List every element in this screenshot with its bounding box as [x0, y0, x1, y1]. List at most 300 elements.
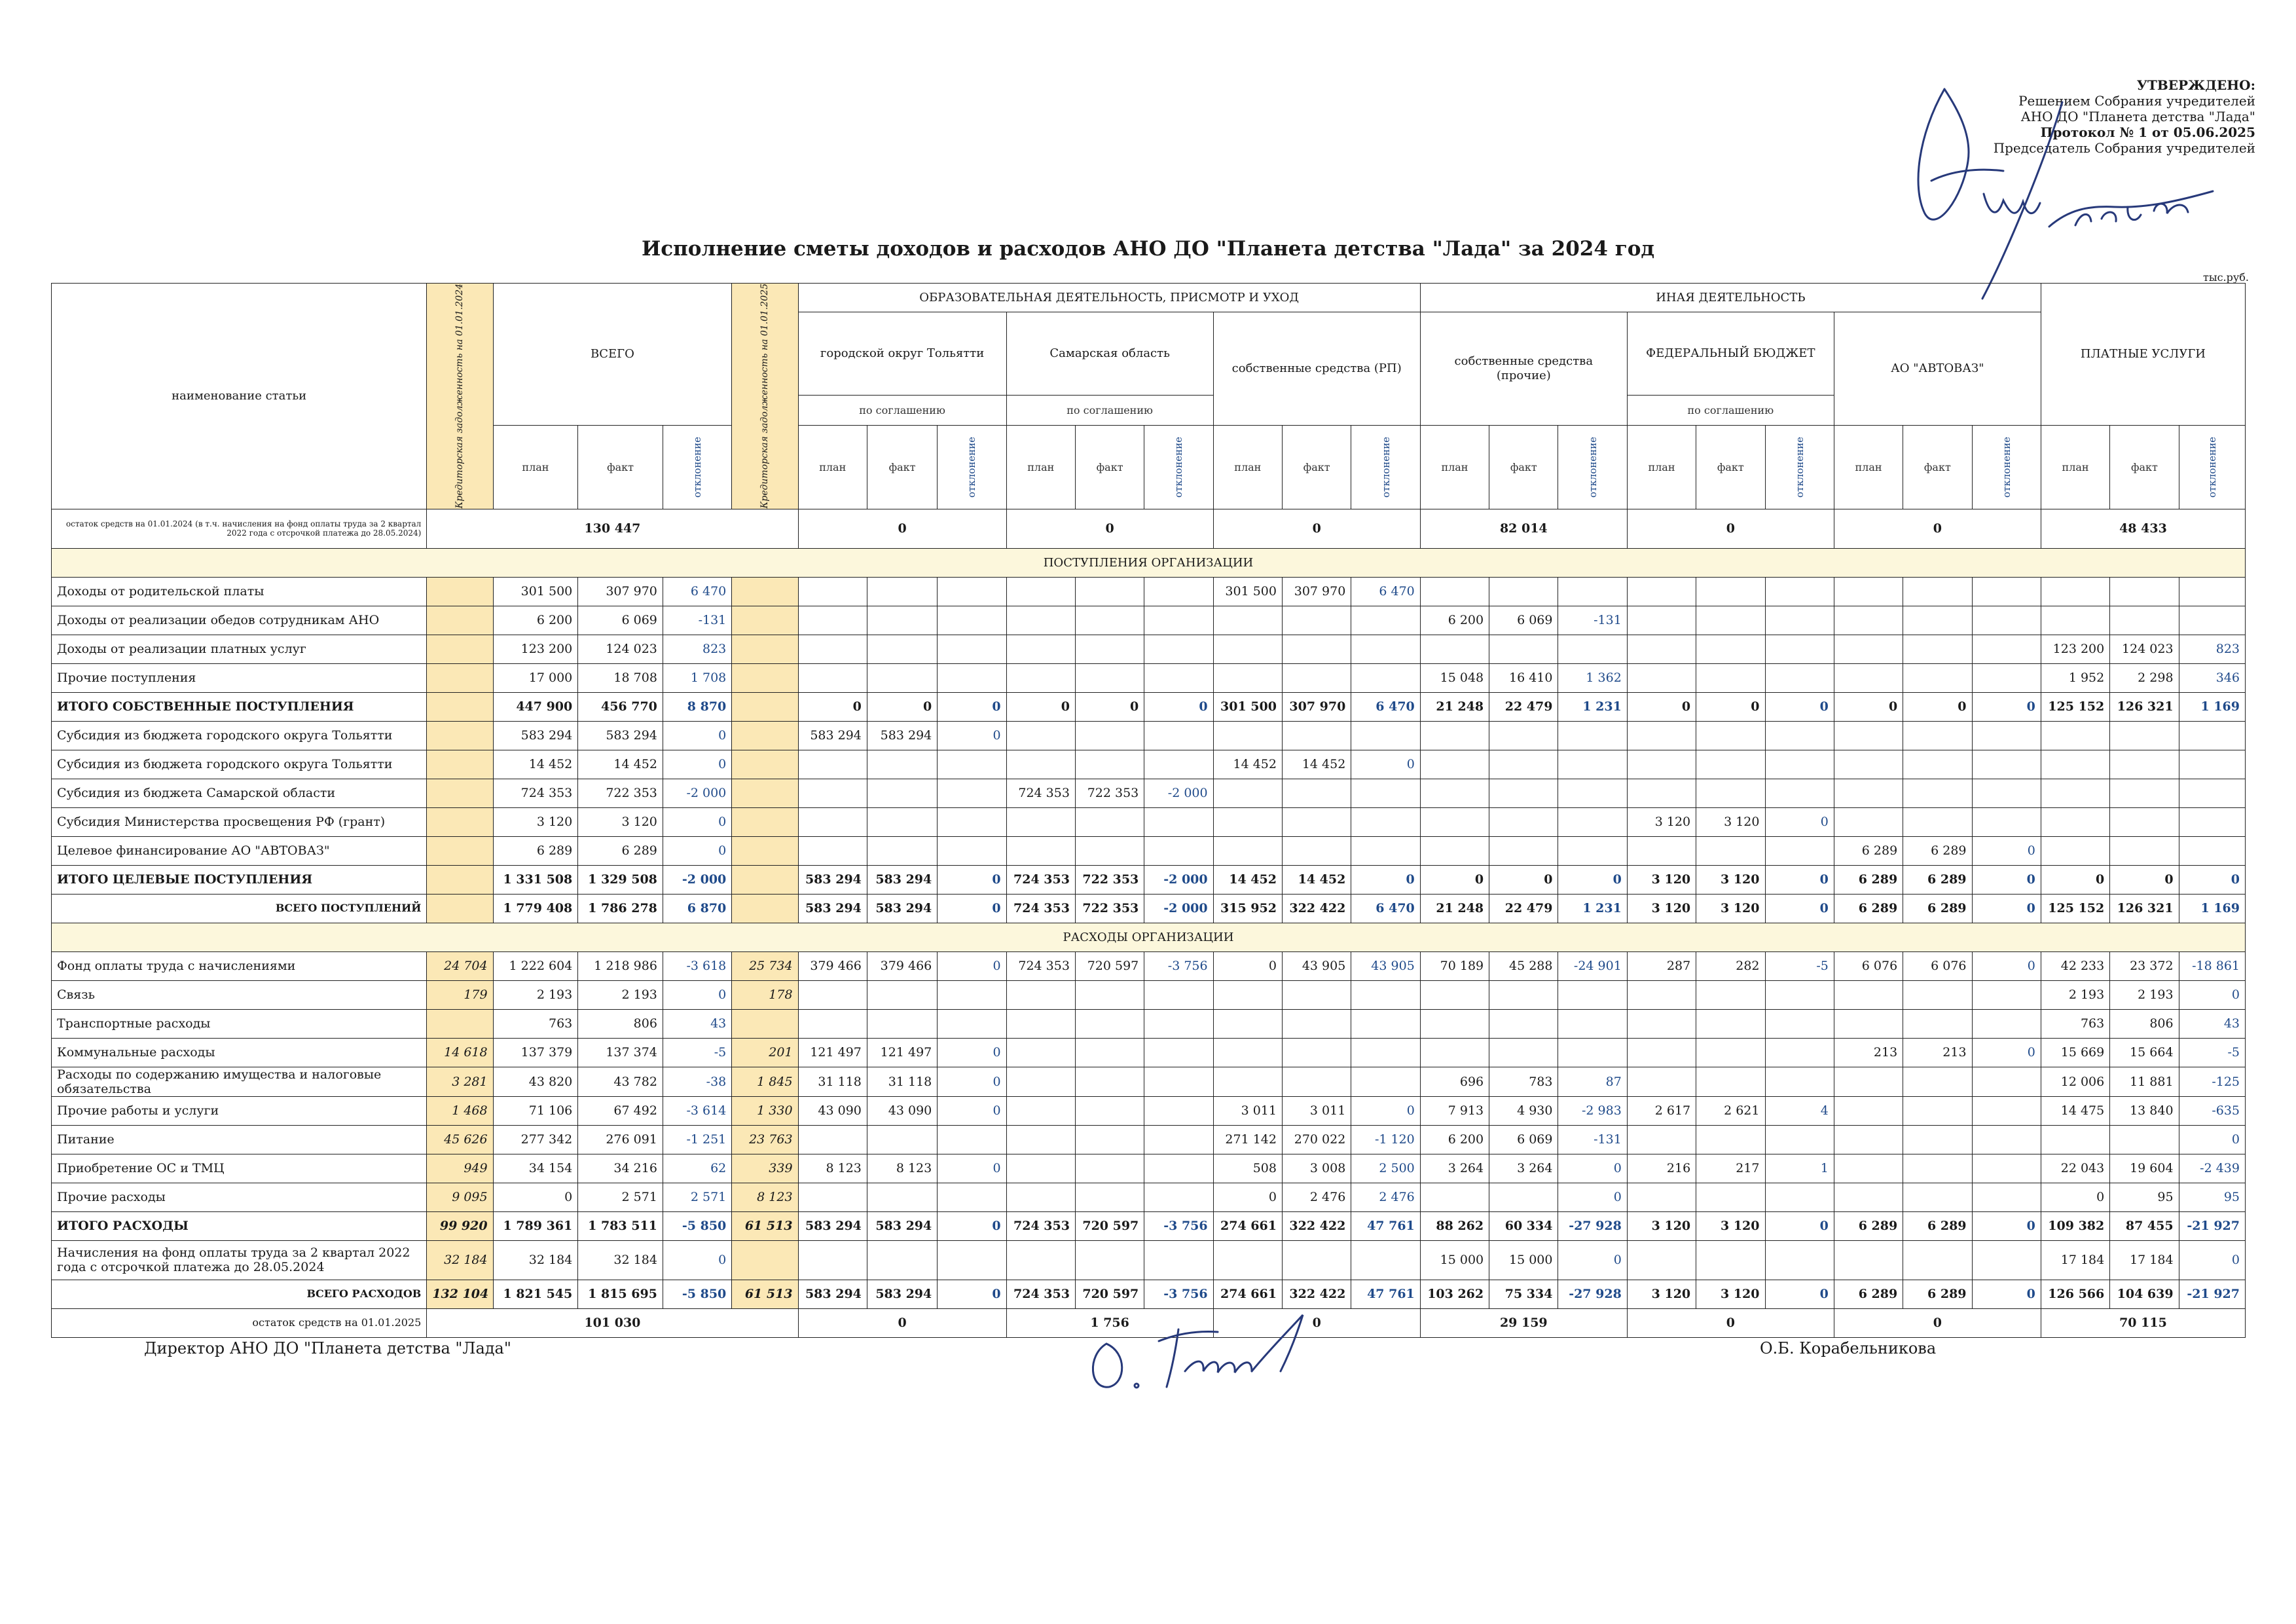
table-cell: 696 — [1420, 1067, 1489, 1096]
header-article: наименование статьи — [52, 284, 427, 509]
table-cell — [1351, 663, 1420, 692]
table-row — [52, 692, 2246, 721]
table-cell: 0 — [2179, 865, 2245, 894]
table-cell: 282 — [1696, 951, 1765, 980]
table-cell — [1558, 577, 1627, 606]
balance-value: 0 — [798, 1308, 1006, 1337]
table-cell: 14 618 — [427, 1038, 493, 1067]
table-cell: 1 815 695 — [578, 1280, 663, 1308]
header-fact: факт — [1075, 425, 1144, 509]
table-row — [52, 750, 2246, 779]
table-cell — [1627, 635, 1696, 663]
table-cell: 43 905 — [1351, 951, 1420, 980]
table-cell: 0 — [1765, 1280, 1834, 1308]
table-cell: 1 362 — [1558, 663, 1627, 692]
table-cell — [1351, 1038, 1420, 1067]
table-cell — [798, 836, 867, 865]
table-cell: 720 597 — [1075, 951, 1144, 980]
table-cell: 3 120 — [1696, 865, 1765, 894]
table-cell — [1489, 779, 1558, 807]
balance-value: 29 159 — [1420, 1308, 1627, 1337]
table-cell: 3 264 — [1420, 1154, 1489, 1183]
table-cell — [1834, 1183, 1903, 1211]
balance-value: 0 — [1834, 509, 2041, 548]
table-cell: 1 952 — [2041, 663, 2109, 692]
table-cell — [1972, 779, 2041, 807]
table-cell: 806 — [578, 1009, 663, 1038]
table-cell: 8 123 — [732, 1183, 798, 1211]
table-cell: -3 618 — [663, 951, 731, 980]
table-cell — [1489, 721, 1558, 750]
table-cell — [1075, 663, 1144, 692]
table-cell — [1006, 1154, 1075, 1183]
table-cell: 6 289 — [1834, 836, 1903, 865]
table-cell — [1351, 1009, 1420, 1038]
table-cell — [938, 750, 1006, 779]
table-cell: -38 — [663, 1067, 731, 1096]
table-cell — [1282, 635, 1351, 663]
table-row — [52, 1240, 2246, 1280]
header-samara: Самарская область — [1006, 312, 1213, 396]
table-cell — [1489, 836, 1558, 865]
table-cell: 6 069 — [578, 606, 663, 635]
table-cell: -2 000 — [1144, 865, 1213, 894]
header-paid: ПЛАТНЫЕ УСЛУГИ — [2041, 284, 2245, 426]
table-cell — [1213, 663, 1282, 692]
table-cell — [938, 663, 1006, 692]
table-cell — [1144, 1067, 1213, 1096]
table-cell: 14 452 — [578, 750, 663, 779]
table-cell — [1696, 577, 1765, 606]
balance-label: остаток средств на 01.01.2025 — [52, 1308, 427, 1337]
table-cell — [1972, 577, 2041, 606]
table-cell — [1144, 1183, 1213, 1211]
table-cell: -18 861 — [2179, 951, 2245, 980]
balance-value: 0 — [1213, 509, 1420, 548]
table-cell — [2110, 750, 2179, 779]
table-row — [52, 865, 2246, 894]
section-row — [52, 923, 2246, 951]
table-cell: 31 118 — [798, 1067, 867, 1096]
table-cell: 583 294 — [798, 721, 867, 750]
table-cell — [1627, 1240, 1696, 1280]
table-cell: 456 770 — [578, 692, 663, 721]
table-cell — [1144, 807, 1213, 836]
table-cell: 25 734 — [732, 951, 798, 980]
section-row — [52, 548, 2246, 577]
table-cell: 0 — [1972, 1280, 2041, 1308]
table-cell: 2 476 — [1282, 1183, 1351, 1211]
table-cell: 8 123 — [867, 1154, 937, 1183]
table-cell: 47 761 — [1351, 1280, 1420, 1308]
table-cell: 583 294 — [798, 894, 867, 923]
table-cell — [1903, 750, 1972, 779]
table-cell: 6 076 — [1903, 951, 1972, 980]
table-row — [52, 1096, 2246, 1125]
table-cell: 0 — [1627, 692, 1696, 721]
table-cell — [1834, 1009, 1903, 1038]
balance-value: 101 030 — [427, 1308, 798, 1337]
table-cell — [427, 635, 493, 663]
table-cell: 103 262 — [1420, 1280, 1489, 1308]
table-cell: 126 321 — [2110, 894, 2179, 923]
table-cell — [1972, 980, 2041, 1009]
table-cell — [1834, 635, 1903, 663]
table-cell — [1834, 807, 1903, 836]
table-cell: 0 — [938, 951, 1006, 980]
table-cell: 13 840 — [2110, 1096, 2179, 1125]
table-cell — [1765, 1125, 1834, 1154]
table-cell — [1144, 663, 1213, 692]
table-cell: 124 023 — [578, 635, 663, 663]
table-cell — [1696, 721, 1765, 750]
table-cell — [732, 577, 798, 606]
table-cell — [798, 663, 867, 692]
table-cell — [1006, 750, 1075, 779]
table-cell: 0 — [938, 692, 1006, 721]
table-cell: 3 120 — [1696, 1211, 1765, 1240]
balance-value: 48 433 — [2041, 509, 2245, 548]
table-cell — [732, 779, 798, 807]
table-cell — [938, 606, 1006, 635]
table-cell: 17 184 — [2041, 1240, 2109, 1280]
table-cell — [1351, 836, 1420, 865]
header-plan: план — [1213, 425, 1282, 509]
table-cell: -5 — [663, 1038, 731, 1067]
table-cell: 301 500 — [1213, 692, 1282, 721]
table-cell — [1213, 836, 1282, 865]
row-name: Доходы от реализации обедов сотрудникам АНО — [52, 606, 427, 635]
header-deviation: отклонение — [1765, 425, 1834, 509]
table-cell — [1144, 836, 1213, 865]
table-cell: 0 — [1765, 865, 1834, 894]
table-cell — [1834, 750, 1903, 779]
table-cell: 0 — [663, 836, 731, 865]
table-cell — [732, 663, 798, 692]
table-cell: 307 970 — [1282, 692, 1351, 721]
table-cell: 201 — [732, 1038, 798, 1067]
table-cell: 583 294 — [798, 1211, 867, 1240]
table-cell — [1420, 577, 1489, 606]
table-cell: 0 — [1075, 692, 1144, 721]
table-cell: 87 — [1558, 1067, 1627, 1096]
table-cell — [1765, 606, 1834, 635]
table-cell — [2041, 577, 2109, 606]
table-cell: 0 — [493, 1183, 578, 1211]
table-cell — [867, 1240, 937, 1280]
table-cell: 722 353 — [1075, 865, 1144, 894]
table-cell — [1075, 1125, 1144, 1154]
table-cell: 18 708 — [578, 663, 663, 692]
header-own-rp: собственные средства (РП) — [1213, 312, 1420, 426]
table-cell: 763 — [2041, 1009, 2109, 1038]
table-cell — [1972, 1125, 2041, 1154]
table-cell: 277 342 — [493, 1125, 578, 1154]
table-cell: 0 — [1972, 865, 2041, 894]
table-cell — [1213, 635, 1282, 663]
table-cell: 0 — [798, 692, 867, 721]
table-cell — [1558, 750, 1627, 779]
header-total: ВСЕГО — [493, 284, 732, 426]
table-cell: 0 — [2110, 865, 2179, 894]
table-cell — [1489, 980, 1558, 1009]
table-cell — [732, 750, 798, 779]
table-cell: 6 200 — [1420, 1125, 1489, 1154]
table-cell: 583 294 — [798, 865, 867, 894]
table-cell: 14 452 — [493, 750, 578, 779]
table-cell: 270 022 — [1282, 1125, 1351, 1154]
table-cell: 0 — [1972, 1211, 2041, 1240]
header-plan: план — [1834, 425, 1903, 509]
table-cell: 379 466 — [867, 951, 937, 980]
table-cell: 43 090 — [867, 1096, 937, 1125]
table-cell — [732, 1240, 798, 1280]
table-cell — [1696, 980, 1765, 1009]
table-cell — [2041, 721, 2109, 750]
row-name: Начисления на фонд оплаты труда за 2 квартал 2022 года с отсрочкой платежа до 28.05.2024 — [52, 1240, 427, 1280]
table-cell — [1144, 1096, 1213, 1125]
row-name: Субсидия из бюджета городского округа Тольятти — [52, 721, 427, 750]
table-cell — [1972, 1240, 2041, 1280]
table-cell: 6 200 — [493, 606, 578, 635]
table-cell: 109 382 — [2041, 1211, 2109, 1240]
table-cell: 0 — [1558, 865, 1627, 894]
header-debt-end: Кредиторская задолженность на 01.01.2025 — [732, 284, 798, 509]
table-cell — [1006, 980, 1075, 1009]
table-cell: 2 193 — [2110, 980, 2179, 1009]
table-row — [52, 1038, 2246, 1067]
table-cell — [732, 692, 798, 721]
table-cell — [1972, 1183, 2041, 1211]
table-cell: 4 — [1765, 1096, 1834, 1125]
table-cell — [1903, 1067, 1972, 1096]
table-cell: 0 — [1420, 865, 1489, 894]
table-cell: -2 439 — [2179, 1154, 2245, 1183]
table-cell: 583 294 — [867, 865, 937, 894]
table-cell — [1558, 635, 1627, 663]
table-cell — [1075, 1096, 1144, 1125]
table-cell: 6 289 — [1903, 894, 1972, 923]
table-row — [52, 1211, 2246, 1240]
table-row — [52, 894, 2246, 923]
table-cell: 6 289 — [1903, 836, 1972, 865]
table-cell: -635 — [2179, 1096, 2245, 1125]
table-cell: 121 497 — [798, 1038, 867, 1067]
table-cell: 3 120 — [1627, 1280, 1696, 1308]
table-cell: 1 — [1765, 1154, 1834, 1183]
table-cell: 0 — [1351, 865, 1420, 894]
table-cell — [1834, 1067, 1903, 1096]
table-cell — [1006, 1096, 1075, 1125]
header-debt-start: Кредиторская задолженность на 01.01.2024 — [427, 284, 493, 509]
table-cell — [1558, 836, 1627, 865]
table-cell — [1696, 1183, 1765, 1211]
table-cell: -125 — [2179, 1067, 2245, 1096]
table-cell — [1282, 721, 1351, 750]
table-cell: -21 927 — [2179, 1280, 2245, 1308]
table-cell: -27 928 — [1558, 1211, 1627, 1240]
table-cell: 0 — [1834, 692, 1903, 721]
table-cell: -2 000 — [1144, 894, 1213, 923]
table-cell: -131 — [663, 606, 731, 635]
table-cell: 43 905 — [1282, 951, 1351, 980]
table-cell — [1558, 721, 1627, 750]
approval-organization: АНО ДО "Планета детства "Лада" — [2020, 109, 2255, 124]
table-cell: 806 — [2110, 1009, 2179, 1038]
balance-value: 0 — [1213, 1308, 1420, 1337]
table-cell: -2 000 — [1144, 779, 1213, 807]
table-cell: 0 — [938, 1096, 1006, 1125]
table-cell: 0 — [1696, 692, 1765, 721]
table-cell — [1903, 1096, 1972, 1125]
table-cell: 137 379 — [493, 1038, 578, 1067]
table-cell: -1 251 — [663, 1125, 731, 1154]
table-cell — [1213, 807, 1282, 836]
table-cell: 724 353 — [1006, 865, 1075, 894]
header-deviation: отклонение — [1144, 425, 1213, 509]
table-cell — [2041, 606, 2109, 635]
table-cell — [1627, 1038, 1696, 1067]
table-cell: 0 — [2179, 980, 2245, 1009]
row-name: Доходы от реализации платных услуг — [52, 635, 427, 663]
table-cell — [1144, 1154, 1213, 1183]
table-cell — [1627, 663, 1696, 692]
table-cell: 720 597 — [1075, 1211, 1144, 1240]
table-cell — [1627, 721, 1696, 750]
table-cell — [1006, 721, 1075, 750]
table-cell: 2 193 — [2041, 980, 2109, 1009]
table-cell: 45 626 — [427, 1125, 493, 1154]
table-cell — [798, 779, 867, 807]
table-cell: 287 — [1627, 951, 1696, 980]
table-cell — [2179, 750, 2245, 779]
row-name: Приобретение ОС и ТМЦ — [52, 1154, 427, 1183]
table-cell — [1903, 663, 1972, 692]
table-cell — [1213, 1067, 1282, 1096]
table-cell: 1 330 — [732, 1096, 798, 1125]
table-cell: 12 006 — [2041, 1067, 2109, 1096]
table-cell — [1351, 606, 1420, 635]
table-cell: 724 353 — [1006, 894, 1075, 923]
table-cell: 15 669 — [2041, 1038, 2109, 1067]
table-cell: 3 120 — [1627, 865, 1696, 894]
table-cell — [867, 836, 937, 865]
table-cell: 724 353 — [1006, 1280, 1075, 1308]
row-name: Целевое финансирование АО "АВТОВАЗ" — [52, 836, 427, 865]
table-cell — [1696, 663, 1765, 692]
table-cell — [2179, 836, 2245, 865]
row-name: ВСЕГО РАСХОДОВ — [52, 1280, 427, 1308]
table-cell — [798, 980, 867, 1009]
table-cell: 0 — [1903, 692, 1972, 721]
table-cell: 3 120 — [1696, 894, 1765, 923]
table-cell: 3 120 — [1696, 1280, 1765, 1308]
table-cell: 31 118 — [867, 1067, 937, 1096]
table-cell — [1075, 1154, 1144, 1183]
table-cell — [867, 807, 937, 836]
table-cell — [1075, 1240, 1144, 1280]
table-cell: 47 761 — [1351, 1211, 1420, 1240]
table-cell: 0 — [663, 721, 731, 750]
table-cell — [867, 1125, 937, 1154]
table-cell — [1834, 779, 1903, 807]
header-deviation: отклонение — [1558, 425, 1627, 509]
table-cell — [867, 779, 937, 807]
table-cell: 322 422 — [1282, 1280, 1351, 1308]
table-cell: 88 262 — [1420, 1211, 1489, 1240]
table-row — [52, 1183, 2246, 1211]
table-cell: 6 870 — [663, 894, 731, 923]
header-plan: план — [1627, 425, 1696, 509]
table-cell: 307 970 — [1282, 577, 1351, 606]
table-cell: -2 983 — [1558, 1096, 1627, 1125]
table-cell — [1489, 1009, 1558, 1038]
table-cell: 132 104 — [427, 1280, 493, 1308]
table-cell: 17 000 — [493, 663, 578, 692]
table-cell: 6 289 — [1903, 865, 1972, 894]
table-row — [52, 980, 2246, 1009]
table-cell: 126 321 — [2110, 692, 2179, 721]
table-cell: 724 353 — [1006, 951, 1075, 980]
table-cell — [1420, 1009, 1489, 1038]
table-cell — [1489, 577, 1558, 606]
table-cell — [938, 577, 1006, 606]
table-cell — [1006, 1038, 1075, 1067]
table-cell — [427, 721, 493, 750]
balance-value: 82 014 — [1420, 509, 1627, 548]
row-name: ИТОГО СОБСТВЕННЫЕ ПОСТУПЛЕНИЯ — [52, 692, 427, 721]
table-cell: 6 289 — [1903, 1211, 1972, 1240]
table-cell — [1765, 635, 1834, 663]
header-plan: план — [1006, 425, 1075, 509]
table-cell: 2 571 — [578, 1183, 663, 1211]
table-cell — [1834, 606, 1903, 635]
approval-chairman: Председатель Собрания учредителей — [1993, 140, 2255, 156]
table-row — [52, 635, 2246, 663]
table-cell — [1282, 1038, 1351, 1067]
table-cell: 0 — [938, 721, 1006, 750]
table-cell — [1075, 1038, 1144, 1067]
table-cell: 99 920 — [427, 1211, 493, 1240]
table-cell — [1144, 606, 1213, 635]
table-cell: -5 850 — [663, 1280, 731, 1308]
table-cell: 6 200 — [1420, 606, 1489, 635]
table-cell: 179 — [427, 980, 493, 1009]
table-cell — [1903, 807, 1972, 836]
table-cell: 14 452 — [1213, 750, 1282, 779]
table-cell: 0 — [1558, 1154, 1627, 1183]
table-cell: 14 452 — [1282, 865, 1351, 894]
table-cell: 6 069 — [1489, 1125, 1558, 1154]
director-title: Директор АНО ДО "Планета детства "Лада" — [144, 1339, 511, 1357]
header-other-group: ИНАЯ ДЕЯТЕЛЬНОСТЬ — [1420, 284, 2041, 312]
table-cell: -131 — [1558, 1125, 1627, 1154]
header-agreement-tolyatti: по соглашению — [798, 395, 1006, 425]
table-cell: 19 604 — [2110, 1154, 2179, 1183]
table-cell — [732, 721, 798, 750]
table-cell — [1282, 1067, 1351, 1096]
table-cell — [1972, 807, 2041, 836]
table-cell — [427, 750, 493, 779]
row-name: Фонд оплаты труда с начислениями — [52, 951, 427, 980]
table-cell — [1765, 1067, 1834, 1096]
table-cell: 32 184 — [493, 1240, 578, 1280]
table-cell — [1213, 1009, 1282, 1038]
table-cell — [1213, 606, 1282, 635]
table-cell — [1627, 1009, 1696, 1038]
table-cell — [1420, 807, 1489, 836]
table-cell: 583 294 — [867, 894, 937, 923]
